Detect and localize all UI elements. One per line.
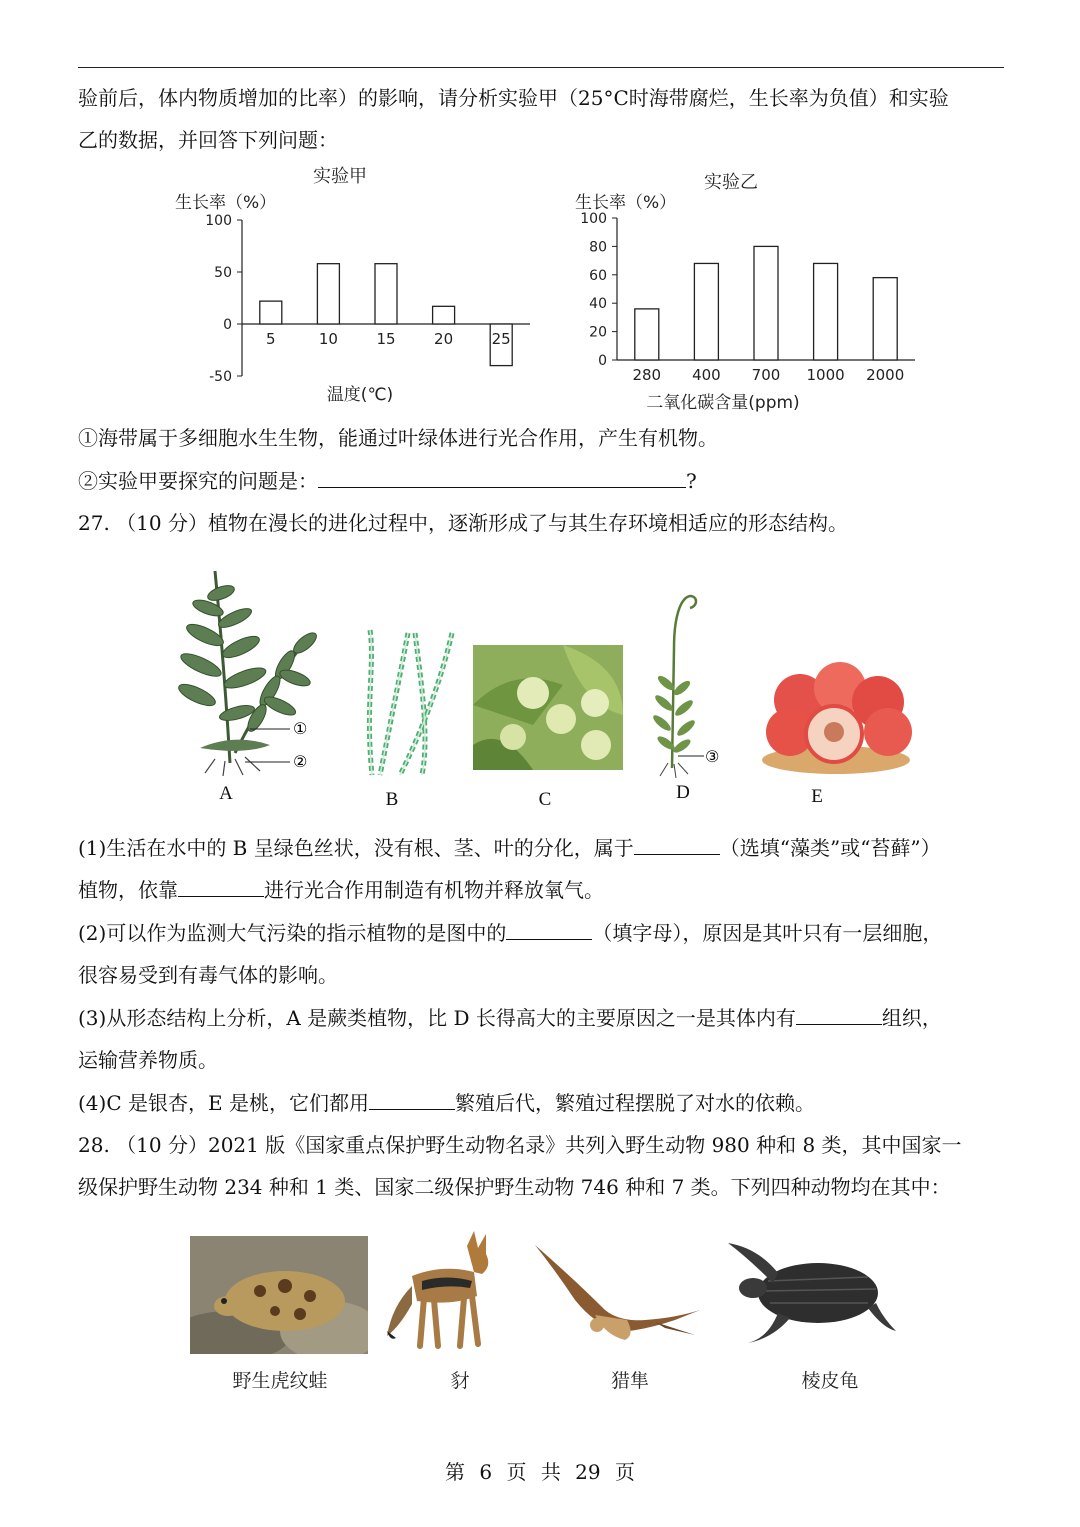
figure-label-d: D (676, 782, 690, 803)
header-rule (78, 67, 1004, 68)
y-tick-label: 100 (205, 213, 232, 229)
bar (694, 263, 718, 360)
answer-blank[interactable] (506, 919, 592, 940)
bar (814, 263, 838, 360)
x-tick-label: 400 (692, 366, 721, 384)
footer-word-page: 第 (445, 1460, 465, 1484)
x-axis-label: 二氧化碳含量(ppm) (646, 393, 800, 413)
bar (317, 264, 339, 324)
x-tick-label: 1000 (806, 366, 845, 384)
answer-blank[interactable] (796, 1004, 882, 1025)
fern-illustration (175, 563, 325, 778)
footer-total-pages: 29 (575, 1460, 601, 1484)
caption-dhole: 豺 (450, 1370, 470, 1392)
footer-word-pages: 页 (614, 1460, 635, 1484)
footer-page-number: 6 (479, 1460, 493, 1484)
tiger-frog-photo (190, 1236, 368, 1354)
q27-sub4-text-a: (4)C 是银杏，E 是桃，它们都用 (78, 1091, 369, 1115)
y-tick-label: -50 (209, 369, 232, 385)
bar (754, 246, 778, 360)
y-tick-label: 0 (598, 353, 607, 369)
figure-label-c: C (538, 789, 552, 810)
q27-sub1-text-b: （选填“藻类”或“苔藓”） (719, 836, 941, 860)
x-tick-label: 10 (318, 330, 338, 348)
bar (635, 309, 659, 360)
chart-title: 实验乙 (704, 172, 758, 193)
q27-stem: 27. （10 分）植物在漫长的进化过程中，逐渐形成了与其生存环境相适应的形态结构。 (78, 511, 848, 535)
q27-sub2-text-b: （填字母），原因是其叶只有一层细胞， (592, 921, 943, 945)
q27-sub2-line1 (78, 912, 1004, 954)
q27-sub1-text-d: 进行光合作用制造有机物并释放氧气。 (264, 878, 604, 902)
chart-experiment-a (150, 160, 550, 410)
x-tick-label: 25 (491, 330, 511, 348)
peach-photo (760, 660, 912, 775)
moss-illustration (650, 588, 730, 778)
figure-label-e: E (811, 786, 823, 807)
answer-blank[interactable] (318, 467, 686, 488)
q26-item-2-suffix: ? (686, 469, 697, 493)
answer-blank[interactable] (634, 834, 720, 855)
y-tick-label: 50 (214, 265, 232, 281)
q28-line-1: 28. （10 分）2021 版《国家重点保护野生动物名录》共列入野生动物 980 种和 8 类，其中国家一 (78, 1133, 962, 1157)
answer-blank[interactable] (178, 876, 264, 897)
q26-item-1: ①海带属于多细胞水生生物，能通过叶绿体进行光合作用，产生有机物。 (78, 426, 718, 450)
bar (375, 264, 397, 324)
x-axis-label: 温度(℃) (326, 385, 394, 405)
answer-blank[interactable] (369, 1089, 455, 1110)
q27-sub4 (78, 1082, 1004, 1124)
leatherback-turtle-illustration (718, 1243, 898, 1348)
caption-tiger-frog: 野生虎纹蛙 (232, 1370, 328, 1392)
bar (433, 306, 455, 324)
y-axis-label: 生长率（%） (175, 193, 277, 213)
bar (260, 301, 282, 324)
q27-sub1-text-c: 植物，依靠 (78, 878, 178, 902)
marker-2: ② (293, 752, 308, 771)
x-tick-label: 280 (632, 366, 662, 384)
marker-3: ③ (705, 747, 720, 766)
q27-sub1-line2 (78, 869, 1004, 911)
q27-sub2-line2: 很容易受到有毒气体的影响。 (78, 963, 338, 987)
footer-word-total: 共 (540, 1460, 561, 1484)
intro-line-1: 验前后，体内物质增加的比率）的影响，请分析实验甲（25°C时海带腐烂，生长率为负值）和实验 (78, 86, 949, 110)
q27-sub3-line2: 运输营养物质。 (78, 1048, 218, 1072)
bar (873, 278, 897, 360)
q26-item-2 (78, 460, 1004, 502)
y-tick-label: 60 (589, 267, 607, 284)
algae-filaments-illustration (360, 625, 460, 780)
y-tick-label: 20 (589, 324, 607, 341)
dhole-illustration (382, 1226, 507, 1356)
figure-label-a: A (219, 783, 233, 804)
marker-1: ① (293, 719, 308, 738)
figure-label-b: B (385, 789, 399, 810)
caption-leatherback-turtle: 棱皮龟 (801, 1370, 859, 1392)
q27-sub1-line1 (78, 827, 1004, 869)
q27-sub4-text-b: 繁殖后代，繁殖过程摆脱了对水的依赖。 (454, 1091, 815, 1115)
chart-title: 实验甲 (313, 166, 367, 187)
q27-sub3-text-a: (3)从形态结构上分析，A 是蕨类植物，比 D 长得高大的主要原因之一是其体内有 (78, 1006, 796, 1030)
saker-falcon-illustration (535, 1240, 700, 1350)
y-axis-label: 生长率（%） (575, 193, 677, 213)
y-tick-label: 80 (589, 239, 607, 256)
caption-saker-falcon: 猎隼 (610, 1370, 649, 1392)
footer-word-page-unit: 页 (506, 1460, 527, 1484)
x-tick-label: 2000 (866, 366, 905, 384)
chart-experiment-b (565, 160, 935, 415)
x-tick-label: 15 (376, 330, 396, 348)
y-tick-label: 0 (223, 317, 232, 333)
q27-sub2-text-a: (2)可以作为监测大气污染的指示植物的是图中的 (78, 921, 507, 945)
intro-line-2: 乙的数据，并回答下列问题： (78, 128, 338, 152)
x-tick-label: 700 (751, 366, 781, 384)
ginkgo-photo (473, 645, 623, 770)
page-footer (0, 1456, 1080, 1485)
y-tick-label: 40 (589, 296, 607, 313)
q28-line-2: 级保护野生动物 234 种和 1 类、国家二级保护野生动物 746 种和 7 类。下列四种动物均在其中： (78, 1175, 951, 1199)
x-tick-label: 5 (266, 330, 276, 348)
y-tick-label: 100 (580, 211, 607, 227)
x-tick-label: 20 (434, 330, 454, 348)
q27-sub1-text-a: (1)生活在水中的 B 呈绿色丝状，没有根、茎、叶的分化，属于 (78, 836, 634, 860)
q26-item-2-text: ②实验甲要探究的问题是： (78, 469, 318, 493)
q27-sub3-text-b: 组织， (881, 1006, 942, 1030)
q27-sub3-line1 (78, 997, 1004, 1039)
